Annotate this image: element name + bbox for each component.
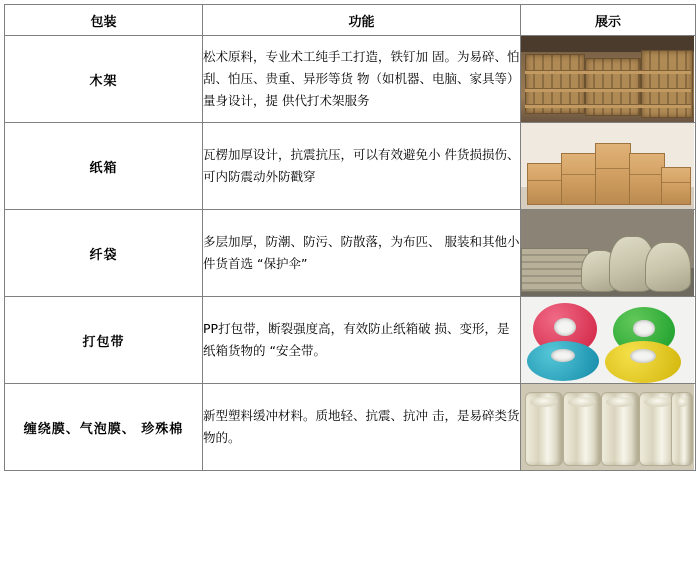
packaging-function-film: 新型塑料缓冲材料。质地轻、抗震、抗冲 击，是易碎类货物的。 — [203, 384, 521, 471]
column-header-packaging: 包装 — [5, 5, 203, 36]
packaging-function-strap: PP打包带，断裂强度高，有效防止纸箱破 损、变形，是纸箱货物的 “安全带。 — [203, 297, 521, 384]
table-row — [5, 210, 696, 297]
film-roll — [563, 392, 601, 466]
bag-shape — [645, 242, 691, 292]
carton-shape — [561, 153, 597, 205]
crate-slat — [525, 70, 691, 74]
packaging-display-wood — [521, 36, 696, 123]
roll-core — [551, 349, 575, 363]
column-header-function: 功能 — [203, 5, 521, 36]
column-header-display: 展示 — [521, 5, 696, 36]
carton-shape — [595, 143, 631, 205]
table-row — [5, 123, 696, 210]
stretch-film-photo — [521, 384, 694, 470]
crate-slat — [525, 88, 691, 92]
roll-core — [633, 320, 654, 336]
table-header-row — [5, 5, 696, 36]
packaging-name-bag: 纤袋 — [5, 210, 203, 297]
table-row — [5, 297, 696, 384]
strap-roll-yellow — [605, 341, 681, 383]
packaging-table-page — [0, 4, 699, 574]
carton-shape — [629, 153, 665, 205]
carton-shape — [527, 163, 563, 205]
film-roll — [525, 392, 563, 466]
table-body — [5, 36, 696, 471]
packaging-function-wood: 松术原料，专业术工纯手工打造，铁钉加 固。为易碎、怕刮、怕压、贵重、异形等货 物（如机器、电脑、家具等）量身设计，提 供代打术架服务 — [203, 36, 521, 123]
carton-box-photo — [521, 123, 694, 209]
packaging-display-carton — [521, 123, 696, 210]
packaging-name-wood: 木架 — [5, 36, 203, 123]
packaging-display-bag — [521, 210, 696, 297]
roll-core — [630, 349, 656, 363]
crate-slat — [525, 104, 691, 108]
packaging-display-film — [521, 384, 696, 471]
packaging-table — [4, 4, 696, 471]
packaging-name-strap: 打包带 — [5, 297, 203, 384]
roll-core — [554, 318, 576, 336]
table-row — [5, 384, 696, 471]
pallet-shape — [521, 248, 589, 292]
film-roll — [601, 392, 639, 466]
wooden-crate-photo — [521, 36, 694, 122]
strap-roll-cyan — [527, 341, 599, 381]
packaging-function-bag: 多层加厚，防潮、防污、防散落，为布匹、 服装和其他小件货首选 “保护伞” — [203, 210, 521, 297]
table-row — [5, 36, 696, 123]
packaging-function-carton: 瓦楞加厚设计，抗震抗压，可以有效避免小 件货损损伤、可内防震动外防戳穿 — [203, 123, 521, 210]
table-header — [5, 5, 696, 36]
packaging-display-strap — [521, 297, 696, 384]
packaging-name-carton: 纸箱 — [5, 123, 203, 210]
film-roll — [671, 392, 693, 466]
woven-bag-photo — [521, 210, 694, 296]
packaging-name-film: 缠绕膜、气泡膜、 珍殊棉 — [5, 384, 203, 471]
strapping-band-photo — [521, 297, 694, 383]
carton-shape — [661, 167, 691, 205]
